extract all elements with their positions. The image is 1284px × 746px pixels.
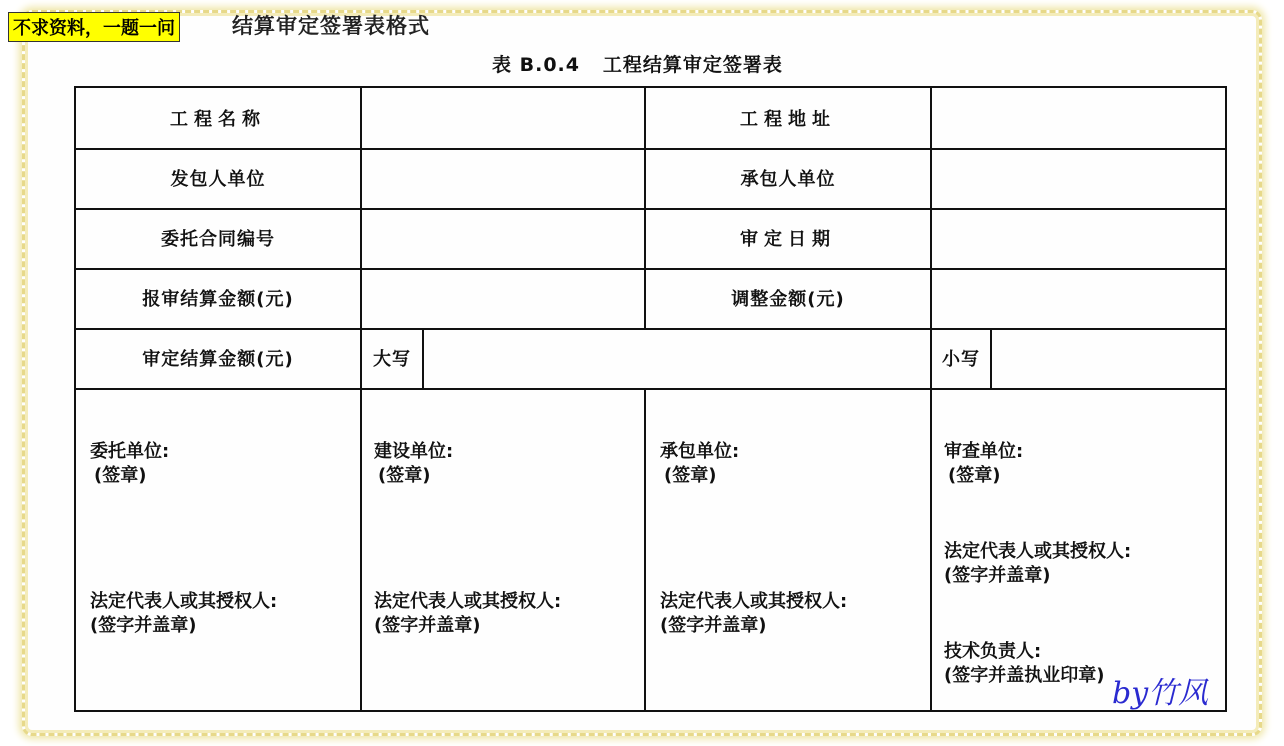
signature-mark: by竹风 xyxy=(1112,676,1209,711)
builder-rep-note: (签字并盖章) xyxy=(374,615,481,636)
contractor-rep-note: (签字并盖章) xyxy=(660,615,767,636)
reviewer-tech-note: (签字并盖执业印章) xyxy=(944,665,1105,686)
form-row-contract xyxy=(76,208,1225,270)
submitted-amount-label: 报审结算金额(元) xyxy=(142,289,294,310)
project-address-label: 工程地址 xyxy=(740,109,836,130)
form-row-project-name xyxy=(76,88,1225,150)
reviewer-unit-label: 审查单位: xyxy=(944,441,1024,462)
client-rep-note: (签字并盖章) xyxy=(90,615,197,636)
reviewer-stamp-note: (签章) xyxy=(948,465,1001,486)
contractor-unit-label: 承包单位: xyxy=(660,441,740,462)
contractor-stamp-note: (签章) xyxy=(664,465,717,486)
project-address-value[interactable] xyxy=(932,88,1225,148)
capital-amount-label: 大写 xyxy=(373,349,411,370)
adjusted-amount-label: 调整金额(元) xyxy=(731,289,845,310)
builder-rep-label: 法定代表人或其授权人: xyxy=(374,591,562,612)
adjusted-amount-value[interactable] xyxy=(932,268,1225,328)
builder-unit-label: 建设单位: xyxy=(374,441,454,462)
capital-amount-value[interactable] xyxy=(424,328,930,388)
contract-number-label: 委托合同编号 xyxy=(161,229,275,250)
client-unit-label: 委托单位: xyxy=(90,441,170,462)
approval-date-value[interactable] xyxy=(932,208,1225,268)
form-row-amounts xyxy=(76,268,1225,330)
divider xyxy=(930,388,932,712)
reviewer-rep-note: (签字并盖章) xyxy=(944,565,1051,586)
settlement-form xyxy=(74,86,1227,712)
figure-amount-label: 小写 xyxy=(942,349,980,370)
employer-value[interactable] xyxy=(362,148,644,208)
contractor-label: 承包人单位 xyxy=(740,169,836,190)
approved-amount-label: 审定结算金额(元) xyxy=(142,349,294,370)
approval-date-label: 审定日期 xyxy=(740,229,836,250)
page-heading: 结算审定签署表格式 xyxy=(232,14,430,38)
builder-stamp-note: (签章) xyxy=(378,465,431,486)
employer-label: 发包人单位 xyxy=(170,169,266,190)
project-name-label: 工程名称 xyxy=(170,109,266,130)
contract-number-value[interactable] xyxy=(362,208,644,268)
submitted-amount-value[interactable] xyxy=(362,268,644,328)
form-row-approved-amount xyxy=(76,328,1225,390)
divider xyxy=(360,388,362,712)
client-stamp-note: (签章) xyxy=(94,465,147,486)
table-title: 表 B.0.4 工程结算审定签署表 xyxy=(492,54,783,76)
reviewer-tech-label: 技术负责人: xyxy=(944,641,1042,662)
form-row-parties xyxy=(76,148,1225,210)
contractor-rep-label: 法定代表人或其授权人: xyxy=(660,591,848,612)
project-name-value[interactable] xyxy=(362,88,644,148)
contractor-value[interactable] xyxy=(932,148,1225,208)
reviewer-rep-label: 法定代表人或其授权人: xyxy=(944,541,1132,562)
watermark-badge: 不求资料，一题一问 xyxy=(8,12,180,42)
divider xyxy=(644,388,646,712)
figure-amount-value[interactable] xyxy=(992,328,1225,388)
client-rep-label: 法定代表人或其授权人: xyxy=(90,591,278,612)
